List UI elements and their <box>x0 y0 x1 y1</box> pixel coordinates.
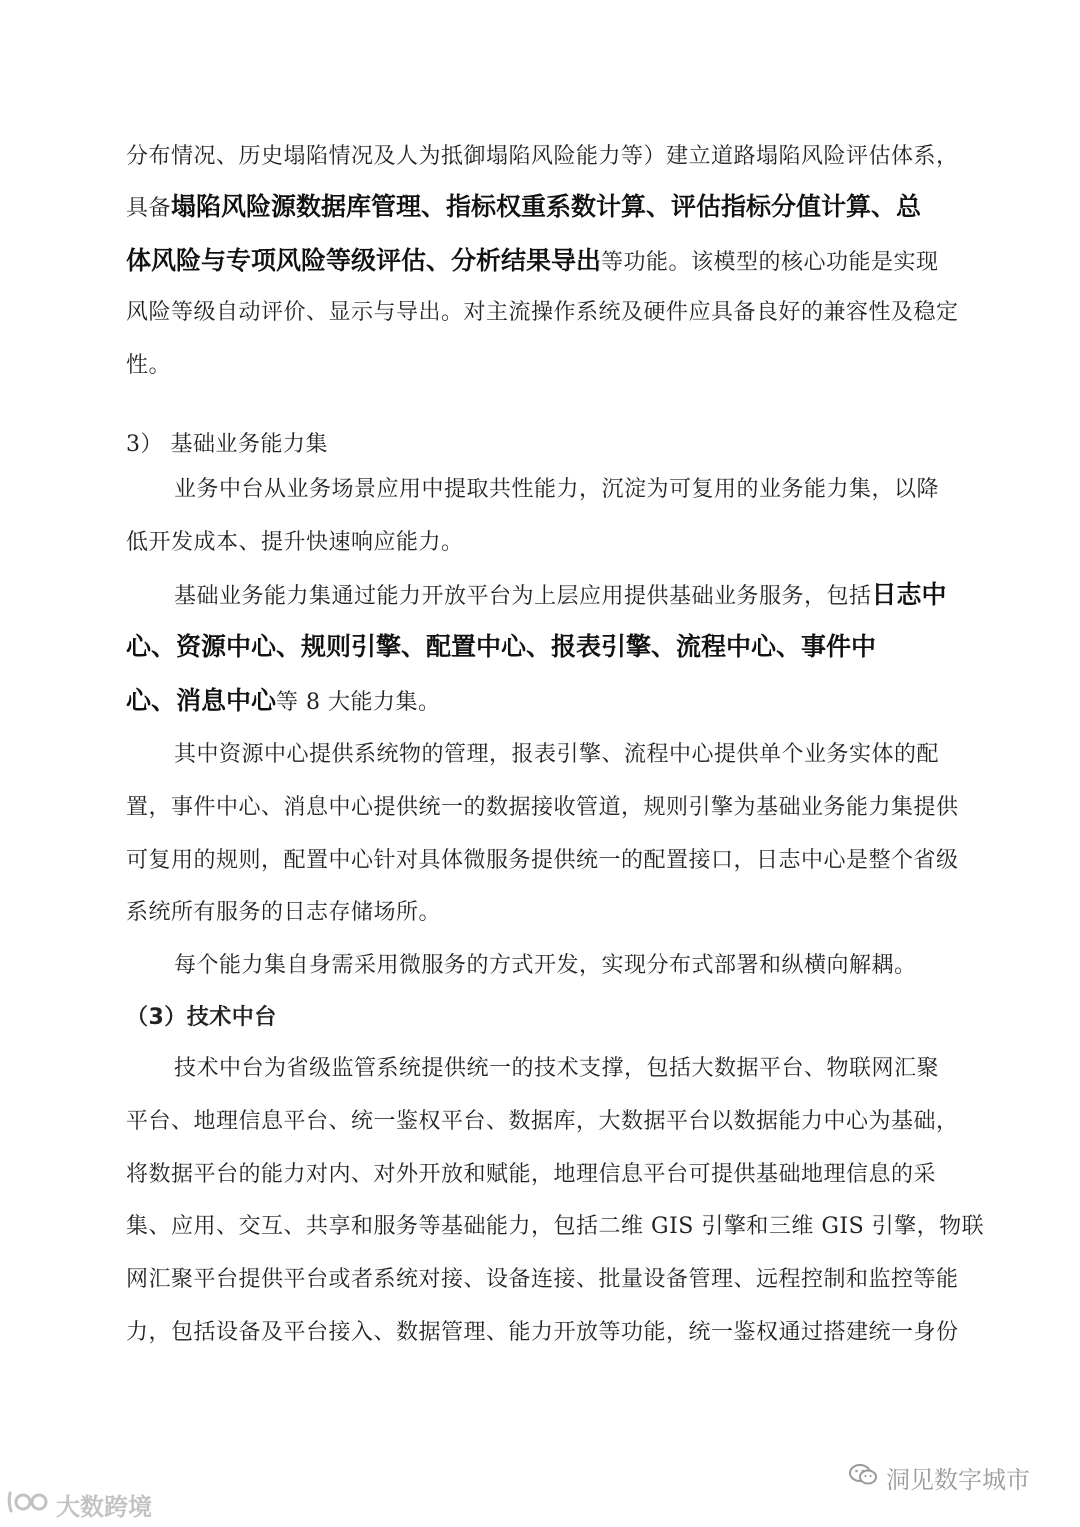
sec3-pd-line-1: 每个能力集自身需采用微服务的方式开发，实现分布式部署和纵横向解耦。 <box>174 953 917 978</box>
sec3-pb-line-1 <box>174 580 947 612</box>
tech-line-3: 将数据平台的能力对内、对外开放和赋能，地理信息平台可提供基础地理信息的采 <box>126 1162 937 1187</box>
tech-line-5: 网汇聚平台提供平台或者系统对接、设备连接、批量设备管理、远程控制和监控等能 <box>126 1267 959 1292</box>
p1-line-3-text: 等功能。该模型的核心功能是实现 <box>601 250 939 275</box>
section-3-heading: 3） 基础业务能力集 <box>126 432 328 457</box>
watermark-dashu <box>6 1487 152 1522</box>
sec3-pc-line-1: 其中资源中心提供系统物的管理，报表引擎、流程中心提供单个业务实体的配 <box>174 742 940 767</box>
tech-line-6: 力，包括设备及平台接入、数据管理、能力开放等功能，统一鉴权通过搭建统一身份 <box>126 1320 959 1345</box>
sec3-pb-line-1-text: 基础业务能力集通过能力开放平台为上层应用提供基础业务服务，包括 <box>174 584 872 609</box>
sec3-pb-line-3 <box>126 686 441 718</box>
tech-line-2: 平台、地理信息平台、统一鉴权平台、数据库，大数据平台以数据能力中心为基础， <box>126 1109 959 1134</box>
watermark-dashu-text: 大数跨境 <box>56 1493 152 1521</box>
p1-line-2-bold: 塌陷风险源数据库管理、指标权重系数计算、评估指标分值计算、总 <box>171 192 922 221</box>
tech-line-4: 集、应用、交互、共享和服务等基础能力，包括二维 GIS 引擎和三维 GIS 引擎，物联 <box>126 1214 985 1239</box>
dashu-logo-icon <box>6 1489 50 1521</box>
p1-line-1: 分布情况、历史塌陷情况及人为抵御塌陷风险能力等）建立道路塌陷风险评估体系， <box>126 144 959 169</box>
p1-line-2 <box>126 192 921 224</box>
watermark-wechat-text: 洞见数字城市 <box>886 1466 1030 1494</box>
tech-heading: （3）技术中台 <box>126 1005 277 1030</box>
watermark-wechat <box>848 1460 1030 1495</box>
wechat-icon <box>848 1462 878 1494</box>
sec3-pb-line-1-bold: 日志中 <box>871 580 947 609</box>
sec3-pb-line-3-bold: 心、消息中心 <box>126 686 277 715</box>
sec3-pb-line-3-text: 等 8 大能力集。 <box>276 690 441 715</box>
sec3-pc-line-3: 可复用的规则，配置中心针对具体微服务提供统一的配置接口，日志中心是整个省级 <box>126 848 959 873</box>
sec3-pc-line-4: 系统所有服务的日志存储场所。 <box>126 900 442 925</box>
p1-line-3-bold: 体风险与专项风险等级评估、分析结果导出 <box>126 246 602 275</box>
sec3-pa-line-2: 低开发成本、提升快速响应能力。 <box>126 530 464 555</box>
sec3-pb-line-2: 心、资源中心、规则引擎、配置中心、报表引擎、流程中心、事件中 <box>126 632 877 661</box>
sec3-pa-line-1: 业务中台从业务场景应用中提取共性能力，沉淀为可复用的业务能力集，以降 <box>174 477 940 502</box>
tech-line-1: 技术中台为省级监管系统提供统一的技术支撑，包括大数据平台、物联网汇聚 <box>174 1056 940 1081</box>
p1-line-4: 风险等级自动评价、显示与导出。对主流操作系统及硬件应具备良好的兼容性及稳定 <box>126 300 959 325</box>
p1-line-5: 性。 <box>126 353 172 378</box>
p1-line-2-text: 具备 <box>126 196 172 221</box>
p1-line-3 <box>126 246 939 278</box>
sec3-pc-line-2: 置，事件中心、消息中心提供统一的数据接收管道，规则引擎为基础业务能力集提供 <box>126 795 959 820</box>
